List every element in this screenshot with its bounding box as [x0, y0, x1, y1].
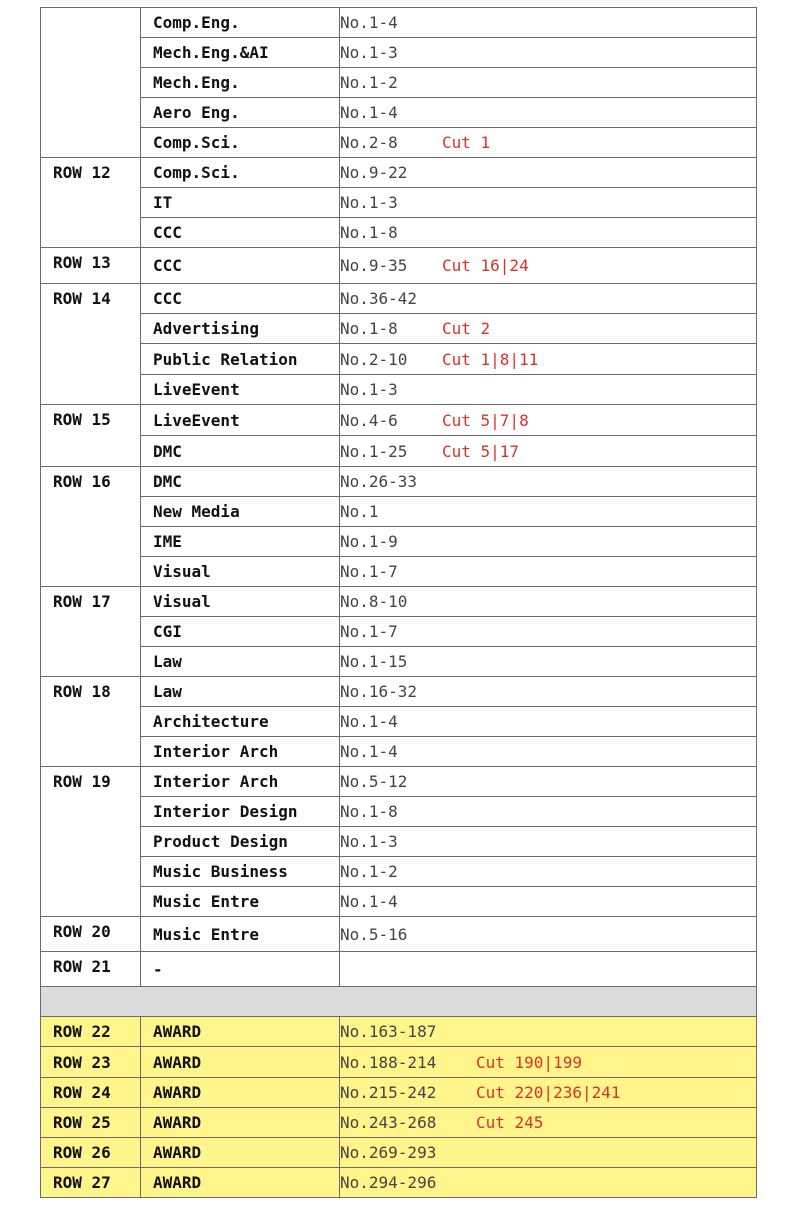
table-row [41, 857, 757, 887]
seat-range: No.9-35 [340, 256, 408, 275]
seat-range: No.1-2 [340, 862, 398, 881]
cut-note: Cut 190|199 [476, 1052, 582, 1072]
row-label [41, 8, 141, 158]
dept-name: AWARD [141, 1108, 340, 1138]
dept-name: IME [141, 527, 340, 557]
dept-name: LiveEvent [141, 375, 340, 405]
seat-range: No.1-4 [340, 742, 398, 761]
seat-range: No.188-214 [340, 1052, 437, 1072]
row-label: ROW 16 [41, 467, 141, 587]
dept-name: Aero Eng. [141, 98, 340, 128]
row-label: ROW 18 [41, 677, 141, 767]
table-row [41, 344, 757, 375]
table-row [41, 158, 757, 188]
dept-name: Architecture [141, 707, 340, 737]
table-row [41, 587, 757, 617]
dept-name: Public Relation [141, 344, 340, 375]
table-row [41, 952, 757, 987]
table-row [41, 38, 757, 68]
table-row [41, 527, 757, 557]
seat-range: No.1-3 [340, 43, 398, 62]
row-label: ROW 19 [41, 767, 141, 917]
seat-range: No.1-2 [340, 73, 398, 92]
dept-name: LiveEvent [141, 405, 340, 436]
dept-name: AWARD [141, 1168, 340, 1198]
dept-name: CCC [141, 284, 340, 314]
table-row [41, 284, 757, 314]
seat-range: No.1 [340, 502, 379, 521]
award-row [41, 1078, 757, 1108]
dept-name: IT [141, 188, 340, 218]
cut-note: Cut 2 [442, 319, 491, 338]
row-label: ROW 23 [41, 1047, 141, 1078]
divider-cell [41, 987, 757, 1017]
seat-range: No.9-22 [340, 163, 408, 182]
dept-name: Law [141, 647, 340, 677]
seat-range: No.2-8 [340, 133, 398, 152]
dept-name: New Media [141, 497, 340, 527]
table-row [41, 737, 757, 767]
row-label: ROW 12 [41, 158, 141, 248]
seat-range: No.243-268 [340, 1113, 437, 1132]
dept-name: DMC [141, 467, 340, 497]
table-row [41, 557, 757, 587]
table-row [41, 68, 757, 98]
table-row [41, 647, 757, 677]
row-label: ROW 25 [41, 1108, 141, 1138]
dept-name: Law [141, 677, 340, 707]
row-label: ROW 20 [41, 917, 141, 952]
table-row [41, 98, 757, 128]
seat-range: No.1-7 [340, 622, 398, 641]
seat-range: No.5-16 [340, 924, 408, 944]
seat-range: No.1-3 [340, 380, 398, 399]
dept-name: - [141, 952, 340, 987]
seat-range: No.1-4 [340, 892, 398, 911]
seat-range: No.1-8 [340, 223, 398, 242]
seat-range: No.163-187 [340, 1022, 437, 1041]
seat-range: No.1-4 [340, 103, 398, 122]
award-row [41, 1168, 757, 1198]
row-label: ROW 22 [41, 1017, 141, 1047]
dept-name: Advertising [141, 314, 340, 344]
dept-name: Comp.Eng. [141, 8, 340, 38]
dept-name: Mech.Eng.&AI [141, 38, 340, 68]
table-row [41, 8, 757, 38]
dept-name: DMC [141, 436, 340, 467]
cut-note: Cut 1|8|11 [442, 349, 539, 369]
dept-name: Interior Design [141, 797, 340, 827]
seat-range: No.8-10 [340, 592, 408, 611]
table-row [41, 827, 757, 857]
row-label: ROW 21 [41, 952, 141, 987]
award-row [41, 1138, 757, 1168]
seat-range: No.5-12 [340, 772, 408, 791]
row-label: ROW 24 [41, 1078, 141, 1108]
seat-range: No.36-42 [340, 289, 418, 308]
table-row [41, 436, 757, 467]
dept-name: Comp.Sci. [141, 158, 340, 188]
table-row [41, 467, 757, 497]
dept-name: Music Entre [141, 917, 340, 952]
cut-note: Cut 5|7|8 [442, 410, 529, 430]
row-label: ROW 27 [41, 1168, 141, 1198]
dept-name: Product Design [141, 827, 340, 857]
table-row [41, 375, 757, 405]
row-label: ROW 26 [41, 1138, 141, 1168]
row-label: ROW 17 [41, 587, 141, 677]
seat-range: No.1-8 [340, 802, 398, 821]
seat-range: No.1-9 [340, 532, 398, 551]
dept-name: Interior Arch [141, 737, 340, 767]
table-row [41, 797, 757, 827]
seat-range: No.269-293 [340, 1143, 437, 1162]
table-row [41, 248, 757, 284]
award-row [41, 1017, 757, 1047]
section-divider [41, 987, 757, 1017]
cut-note: Cut 245 [476, 1113, 544, 1132]
dept-name: AWARD [141, 1138, 340, 1168]
table-row [41, 188, 757, 218]
row-label: ROW 13 [41, 248, 141, 284]
table-row [41, 917, 757, 952]
dept-name: AWARD [141, 1017, 340, 1047]
dept-name: Music Business [141, 857, 340, 887]
dept-name: AWARD [141, 1047, 340, 1078]
table-row [41, 677, 757, 707]
table-row [41, 767, 757, 797]
table-row [41, 887, 757, 917]
row-label: ROW 14 [41, 284, 141, 405]
table-row [41, 617, 757, 647]
table-row [41, 314, 757, 344]
seat-range: No.16-32 [340, 682, 418, 701]
dept-name: Music Entre [141, 887, 340, 917]
dept-name: CCC [141, 218, 340, 248]
dept-name: Visual [141, 587, 340, 617]
seat-range: No.1-15 [340, 652, 408, 671]
award-row [41, 1047, 757, 1078]
dept-name: CGI [141, 617, 340, 647]
dept-name: Interior Arch [141, 767, 340, 797]
seat-range: No.2-10 [340, 349, 408, 369]
seat-range: No.1-3 [340, 832, 398, 851]
seat-range: No.294-296 [340, 1173, 437, 1192]
seat-range: No.1-25 [340, 441, 408, 461]
dept-name: Visual [141, 557, 340, 587]
cut-note: Cut 16|24 [442, 256, 529, 275]
cut-note: Cut 220|236|241 [476, 1083, 621, 1102]
seat-range: No.1-4 [340, 712, 398, 731]
seat-range: No.26-33 [340, 472, 418, 491]
seat-range: No.1-4 [340, 13, 398, 32]
table-row [41, 707, 757, 737]
seating-table [40, 7, 757, 1198]
award-row [41, 1108, 757, 1138]
table-row [41, 218, 757, 248]
cut-note: Cut 1 [442, 133, 491, 152]
seat-range: No.4-6 [340, 410, 398, 430]
seat-range: No.1-3 [340, 193, 398, 212]
seat-range: No.215-242 [340, 1083, 437, 1102]
cut-note: Cut 5|17 [442, 441, 520, 461]
table-row [41, 405, 757, 436]
dept-name: Mech.Eng. [141, 68, 340, 98]
seat-range: No.1-8 [340, 319, 398, 338]
table-row [41, 497, 757, 527]
row-label: ROW 15 [41, 405, 141, 467]
table-row [41, 128, 757, 158]
dept-name: CCC [141, 248, 340, 284]
dept-name: Comp.Sci. [141, 128, 340, 158]
seat-range: No.1-7 [340, 562, 398, 581]
dept-name: AWARD [141, 1078, 340, 1108]
